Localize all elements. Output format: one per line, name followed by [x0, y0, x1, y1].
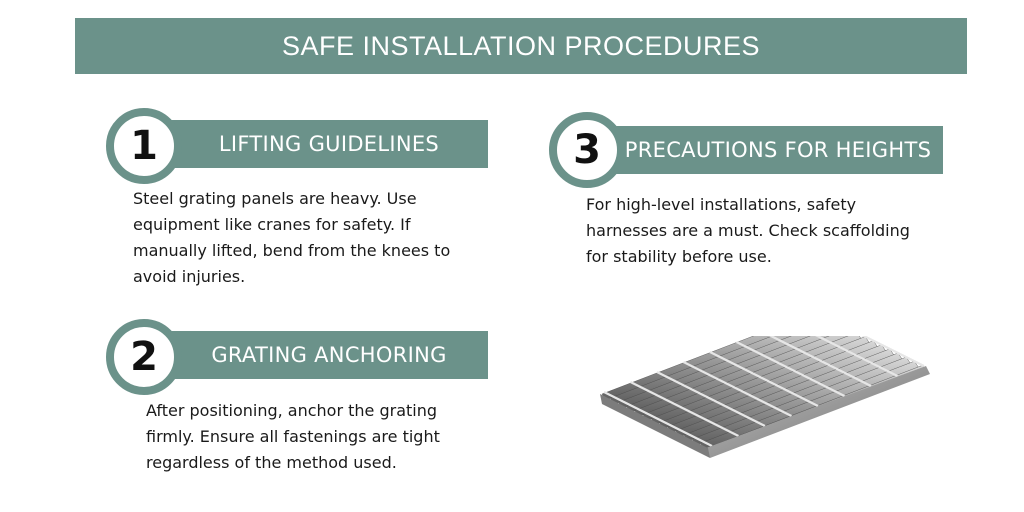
step-1-line: avoid injuries. — [133, 267, 246, 286]
step-2-number-badge — [106, 319, 182, 395]
step-1-number: 1 — [130, 123, 158, 169]
step-2-description — [146, 398, 440, 476]
step-3-number-badge — [549, 112, 625, 188]
step-1-description — [133, 186, 450, 290]
step-3-line: for stability before use. — [586, 247, 772, 266]
step-3-title: PRECAUTIONS FOR HEIGHTS — [613, 126, 943, 174]
step-1-line: manually lifted, bend from the knees to — [133, 241, 451, 260]
step-1-line: equipment like cranes for safety. If — [133, 215, 411, 234]
step-3-line: harnesses are a must. Check scaffolding — [586, 221, 910, 240]
step-3-line: For high-level installations, safety — [586, 195, 857, 214]
steel-grating-image — [596, 336, 932, 464]
step-2-line: regardless of the method used. — [146, 453, 397, 472]
step-3-description — [586, 192, 910, 270]
step-2-number: 2 — [130, 334, 158, 380]
page-title: SAFE INSTALLATION PROCEDURES — [75, 18, 967, 74]
step-2-title: GRATING ANCHORING — [170, 331, 488, 379]
step-2-line: firmly. Ensure all fastenings are tight — [146, 427, 440, 446]
step-3-number: 3 — [573, 127, 601, 173]
step-1-line: Steel grating panels are heavy. Use — [133, 189, 417, 208]
step-1-number-badge — [106, 108, 182, 184]
step-1-title: LIFTING GUIDELINES — [170, 120, 488, 168]
step-2-line: After positioning, anchor the grating — [146, 401, 438, 420]
